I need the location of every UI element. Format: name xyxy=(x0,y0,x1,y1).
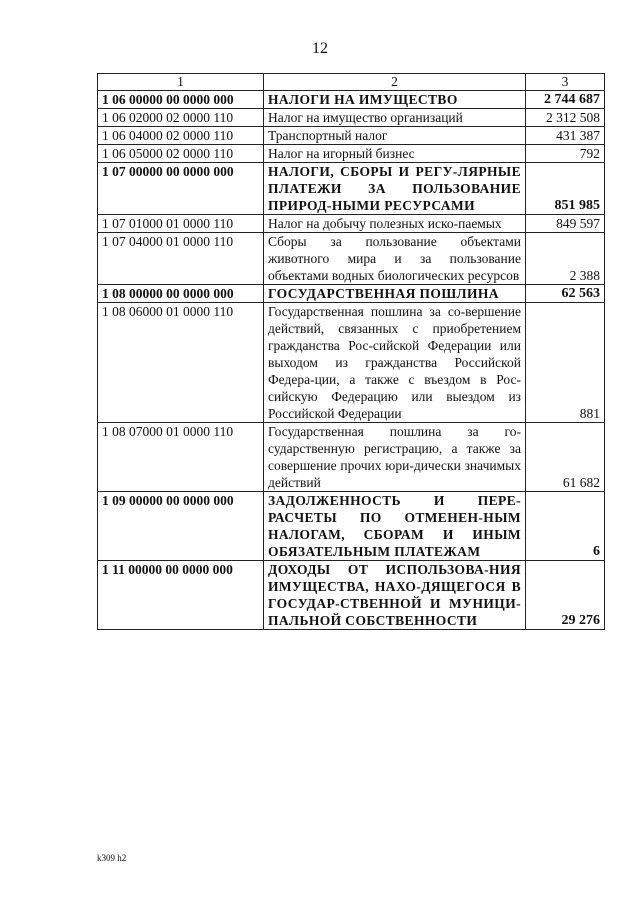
row-name: Транспортный налог xyxy=(264,127,526,145)
table-row xyxy=(98,492,605,561)
table-row xyxy=(98,233,605,285)
table-row xyxy=(98,423,605,492)
row-code: 1 06 00000 00 0000 000 xyxy=(98,91,264,109)
row-name: Налог на имущество организаций xyxy=(264,109,526,127)
row-code: 1 06 04000 02 0000 110 xyxy=(98,127,264,145)
row-amount: 881 xyxy=(526,303,605,423)
row-amount: 431 387 xyxy=(526,127,605,145)
row-name: Сборы за пользование объектами животного мира и за пользование объектами водных биологических ресурсов xyxy=(264,233,526,285)
row-amount: 849 597 xyxy=(526,215,605,233)
row-amount: 61 682 xyxy=(526,423,605,492)
table-row xyxy=(98,285,605,303)
row-code: 1 06 02000 02 0000 110 xyxy=(98,109,264,127)
row-code: 1 08 07000 01 0000 110 xyxy=(98,423,264,492)
table-row xyxy=(98,303,605,423)
row-code: 1 07 01000 01 0000 110 xyxy=(98,215,264,233)
row-name: ГОСУДАРСТВЕННАЯ ПОШЛИНА xyxy=(264,285,526,303)
row-code: 1 11 00000 00 0000 000 xyxy=(98,561,264,630)
row-amount: 62 563 xyxy=(526,285,605,303)
row-code: 1 08 00000 00 0000 000 xyxy=(98,285,264,303)
table-row xyxy=(98,163,605,215)
row-name: НАЛОГИ, СБОРЫ И РЕГУ-ЛЯРНЫЕ ПЛАТЕЖИ ЗА ПОЛЬЗОВАНИЕ ПРИРОД-НЫМИ РЕСУРСАМИ xyxy=(264,163,526,215)
budget-table xyxy=(97,73,605,630)
header-cell-amount: 3 xyxy=(526,74,605,91)
table-row xyxy=(98,561,605,630)
row-amount: 2 312 508 xyxy=(526,109,605,127)
page-number: 12 xyxy=(312,40,328,57)
table-row xyxy=(98,127,605,145)
row-name: Государственная пошлина за го-сударственную регистрацию, а также за совершение прочих юри-дически значимых действий xyxy=(264,423,526,492)
row-name: Налог на игорный бизнес xyxy=(264,145,526,163)
table-row xyxy=(98,215,605,233)
row-name: ЗАДОЛЖЕННОСТЬ И ПЕРЕ-РАСЧЕТЫ ПО ОТМЕНЕН-НЫМ НАЛОГАМ, СБОРАМ И ИНЫМ ОБЯЗАТЕЛЬНЫМ ПЛАТЕЖАМ xyxy=(264,492,526,561)
header-cell-code: 1 xyxy=(98,74,264,91)
row-amount: 851 985 xyxy=(526,163,605,215)
row-code: 1 07 00000 00 0000 000 xyxy=(98,163,264,215)
footer-document-code: k309 h2 xyxy=(97,853,127,863)
row-amount: 2 744 687 xyxy=(526,91,605,109)
row-code: 1 09 00000 00 0000 000 xyxy=(98,492,264,561)
table-header-row xyxy=(98,74,605,91)
row-code: 1 07 04000 01 0000 110 xyxy=(98,233,264,285)
table-row xyxy=(98,145,605,163)
row-code: 1 06 05000 02 0000 110 xyxy=(98,145,264,163)
table-row xyxy=(98,91,605,109)
row-name: Государственная пошлина за со-вершение действий, связанных с приобретением гражданства Рос-сийской Федерации или выходом из гражданства Российской Федера-ции, а также с въездом в Рос-сийскую Федерацию или выездом из Российской Федерации xyxy=(264,303,526,423)
row-name: Налог на добычу полезных иско-паемых xyxy=(264,215,526,233)
row-name: ДОХОДЫ ОТ ИСПОЛЬЗОВА-НИЯ ИМУЩЕСТВА, НАХО-ДЯЩЕГОСЯ В ГОСУДАР-СТВЕННОЙ И МУНИЦИ-ПАЛЬНОЙ СОБСТВЕННОСТИ xyxy=(264,561,526,630)
row-amount: 2 388 xyxy=(526,233,605,285)
row-amount: 6 xyxy=(526,492,605,561)
row-code: 1 08 06000 01 0000 110 xyxy=(98,303,264,423)
row-amount: 29 276 xyxy=(526,561,605,630)
header-cell-name: 2 xyxy=(264,74,526,91)
row-amount: 792 xyxy=(526,145,605,163)
table-row xyxy=(98,109,605,127)
row-name: НАЛОГИ НА ИМУЩЕСТВО xyxy=(264,91,526,109)
